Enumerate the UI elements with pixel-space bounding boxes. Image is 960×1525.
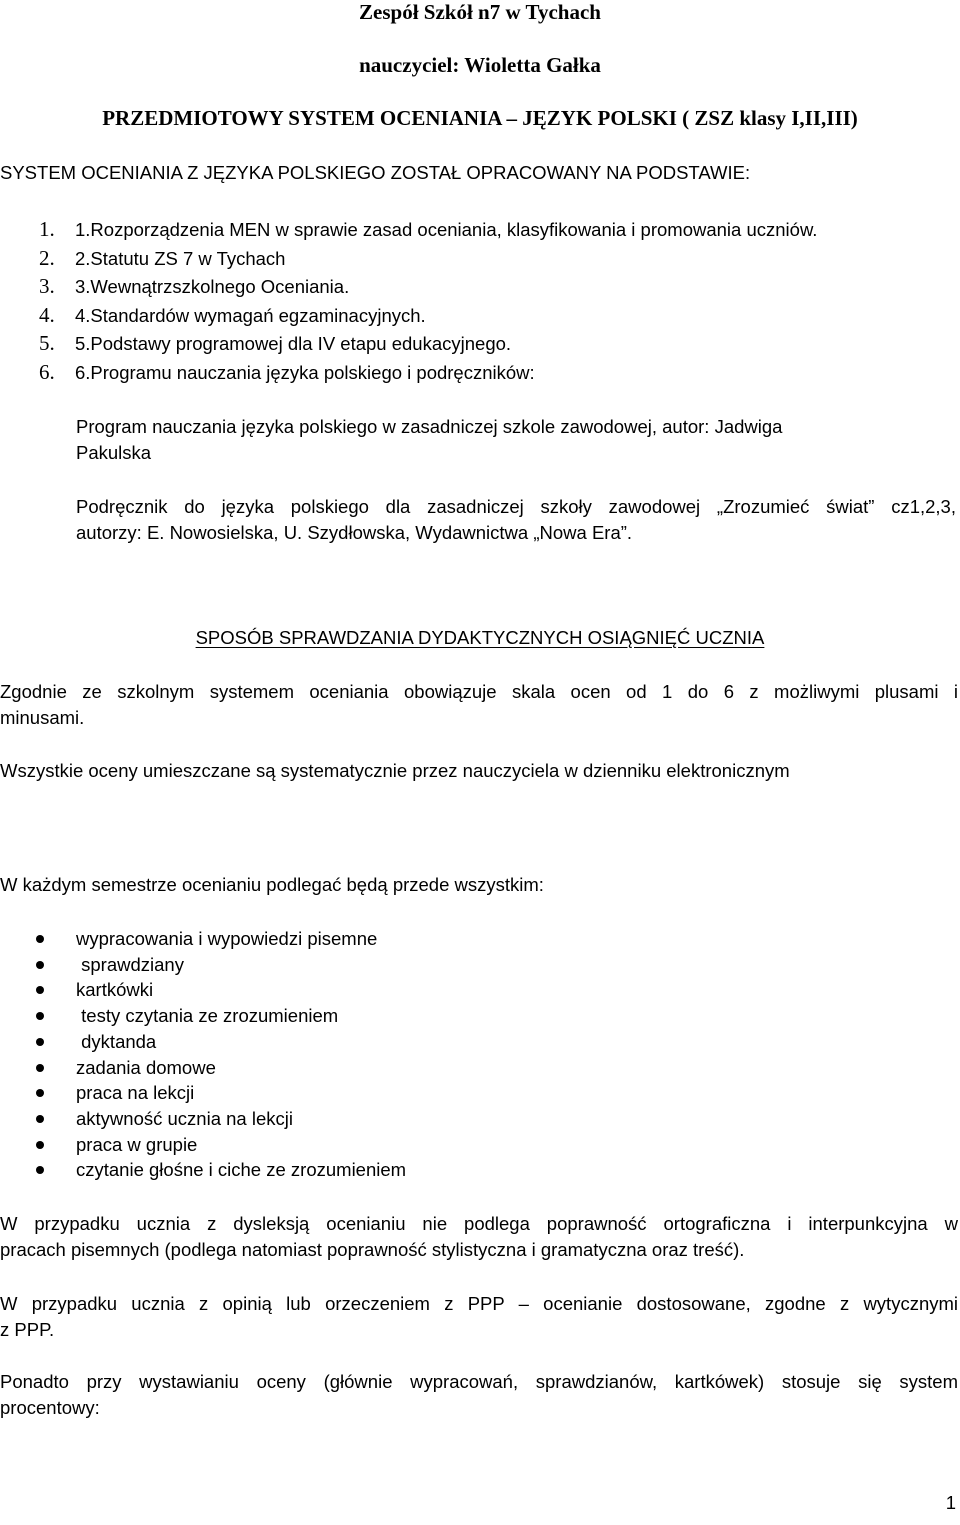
list-text: 5.Podstawy programowej dla IV etapu edukacyjnego. bbox=[75, 333, 512, 354]
scale-line-1: Zgodnie ze szkolnym systemem oceniania obowiązuje skala ocen od 1 do 6 z możliwymi plusami i bbox=[0, 681, 958, 702]
list-text: czytanie głośne i ciche ze zrozumieniem bbox=[76, 1159, 407, 1180]
dyslexia-line-1: W przypadku ucznia z dysleksją ocenianiu nie podlega poprawność ortograficzna i interpunkcyjna w bbox=[0, 1213, 958, 1234]
list-text: 6.Programu nauczania języka polskiego i podręczników: bbox=[75, 362, 535, 383]
bullet-icon bbox=[36, 961, 44, 969]
list-item bbox=[39, 274, 349, 303]
semester-intro: W każdym semestrze ocenianiu podlegać będą przede wszystkim: bbox=[0, 874, 544, 895]
list-item bbox=[39, 331, 511, 360]
list-item bbox=[36, 952, 184, 978]
percent-line-1: Ponadto przy wystawianiu oceny (głównie wypracowań, sprawdzianów, kartkówek) stosuje się system bbox=[0, 1371, 958, 1392]
ppp-line-2: z PPP. bbox=[0, 1319, 55, 1340]
list-text: aktywność ucznia na lekcji bbox=[76, 1108, 293, 1129]
bullet-icon bbox=[36, 1038, 44, 1046]
list-text: kartkówki bbox=[76, 979, 154, 1000]
bullet-icon bbox=[36, 1141, 44, 1149]
list-item bbox=[36, 977, 153, 1003]
list-item bbox=[39, 360, 535, 389]
bullet-icon bbox=[36, 1115, 44, 1123]
scale-line-2: minusami. bbox=[0, 707, 85, 728]
list-item bbox=[39, 303, 426, 332]
list-text: zadania domowe bbox=[76, 1057, 216, 1078]
bullet-icon bbox=[36, 1166, 44, 1174]
program-line-2: Pakulska bbox=[76, 442, 152, 463]
page-number: 1 bbox=[945, 1492, 956, 1513]
list-number: 5. bbox=[39, 331, 55, 355]
bullet-icon bbox=[36, 1012, 44, 1020]
list-item bbox=[36, 1132, 197, 1158]
list-text: dyktanda bbox=[76, 1031, 157, 1052]
bullet-icon bbox=[36, 1089, 44, 1097]
list-item bbox=[39, 217, 817, 246]
list-text: 4.Standardów wymagań egzaminacyjnych. bbox=[75, 305, 426, 326]
list-text: 2.Statutu ZS 7 w Tychach bbox=[75, 248, 286, 269]
list-number: 4. bbox=[39, 303, 55, 327]
bullet-icon bbox=[36, 1064, 44, 1072]
list-item bbox=[36, 926, 377, 952]
list-text: 1.Rozporządzenia MEN w sprawie zasad oceniania, klasyfikowania i promowania uczniów. bbox=[75, 219, 818, 240]
list-text: praca na lekcji bbox=[76, 1082, 195, 1103]
school-name: Zespół Szkół n7 w Tychach bbox=[359, 0, 601, 24]
list-item bbox=[36, 1055, 216, 1081]
program-line-1: Program nauczania języka polskiego w zasadniczej szkole zawodowej, autor: Jadwiga bbox=[76, 416, 783, 437]
dyslexia-line-2: pracach pisemnych (podlega natomiast poprawność stylistyczna i gramatyczna oraz treść). bbox=[0, 1239, 745, 1260]
document-title: PRZEDMIOTOWY SYSTEM OCENIANIA – JĘZYK POLSKI ( ZSZ klasy I,II,III) bbox=[102, 106, 858, 130]
bullet-icon bbox=[36, 935, 44, 943]
list-item bbox=[39, 246, 285, 275]
list-number: 1. bbox=[39, 217, 55, 241]
list-text: 3.Wewnątrzszkolnego Oceniania. bbox=[75, 276, 350, 297]
ppp-line-1: W przypadku ucznia z opinią lub orzeczeniem z PPP – ocenianie dostosowane, zgodne z wytycznymi bbox=[0, 1293, 958, 1314]
textbook-line-2: autorzy: E. Nowosielska, U. Szydłowska, Wydawnictwa „Nowa Era”. bbox=[76, 522, 633, 543]
all-grades-note: Wszystkie oceny umieszczane są systematycznie przez nauczyciela w dzienniku elektronicznym bbox=[0, 760, 790, 781]
section-heading: SPOSÓB SPRAWDZANIA DYDAKTYCZNYCH OSIĄGNIĘĆ UCZNIA bbox=[195, 627, 765, 648]
list-number: 3. bbox=[39, 274, 55, 298]
list-item bbox=[36, 1157, 406, 1183]
list-text: testy czytania ze zrozumieniem bbox=[76, 1005, 339, 1026]
percent-line-2: procentowy: bbox=[0, 1397, 100, 1418]
list-item bbox=[36, 1003, 338, 1029]
list-number: 2. bbox=[39, 246, 55, 270]
teacher-name: nauczyciel: Wioletta Gałka bbox=[359, 53, 601, 77]
list-number: 6. bbox=[39, 360, 55, 384]
bullet-icon bbox=[36, 986, 44, 994]
textbook-line-1: Podręcznik do języka polskiego dla zasadniczej szkoły zawodowej „Zrozumieć świat” cz1,2,3, bbox=[76, 496, 956, 517]
list-text: praca w grupie bbox=[76, 1134, 198, 1155]
list-item bbox=[36, 1106, 293, 1132]
list-item bbox=[36, 1080, 194, 1106]
list-text: wypracowania i wypowiedzi pisemne bbox=[76, 928, 378, 949]
list-text: sprawdziany bbox=[76, 954, 184, 975]
basis-heading: SYSTEM OCENIANIA Z JĘZYKA POLSKIEGO ZOSTAŁ OPRACOWANY NA PODSTAWIE: bbox=[0, 162, 751, 183]
list-item bbox=[36, 1029, 156, 1055]
